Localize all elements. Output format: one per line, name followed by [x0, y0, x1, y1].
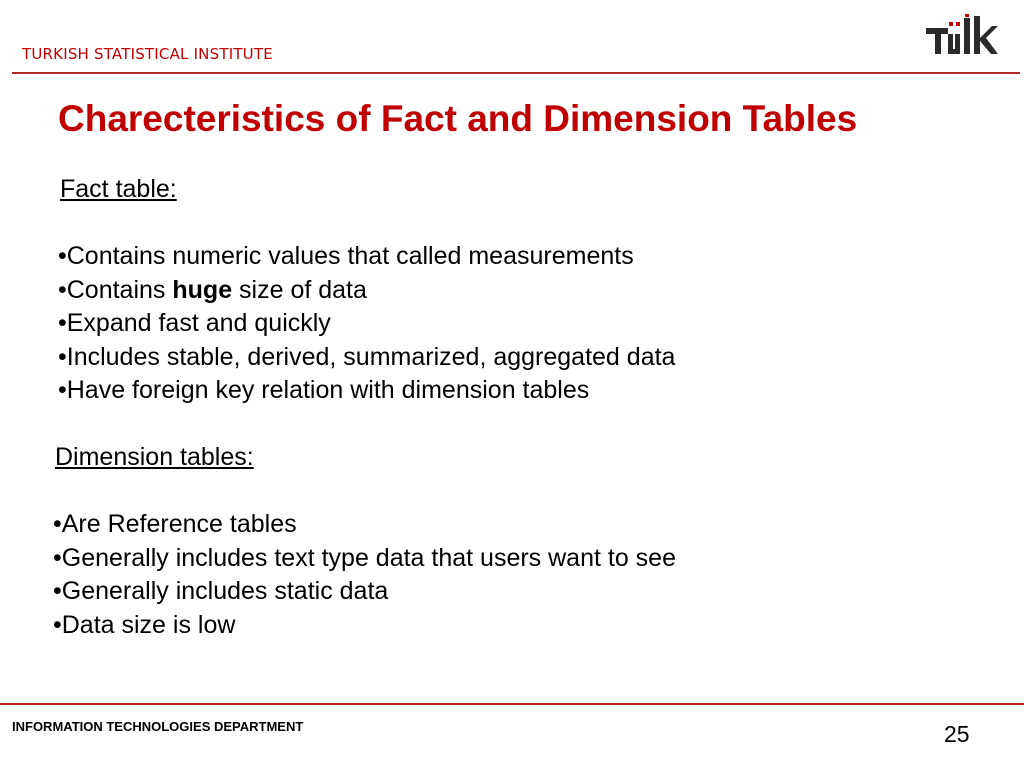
bullet-text: •Contains [58, 275, 173, 304]
tuik-logo-icon [926, 14, 998, 56]
dimension-tables-heading: Dimension tables: [55, 443, 254, 471]
list-item: •Are Reference tables [53, 510, 297, 538]
fact-table-heading: Fact table: [60, 175, 177, 203]
footer-divider [0, 703, 1024, 705]
department-name: INFORMATION TECHNOLOGIES DEPARTMENT [12, 719, 304, 734]
list-item: •Have foreign key relation with dimension tables [58, 376, 590, 405]
list-item: •Expand fast and quickly [58, 309, 331, 338]
fact-table-bullet-list [58, 240, 675, 408]
page-number: 25 [944, 721, 970, 747]
bullet-emphasis: huge [172, 275, 233, 304]
organization-name: TURKISH STATISTICAL INSTITUTE [22, 45, 273, 63]
list-item: •Data size is low [53, 610, 236, 639]
list-item: •Includes stable, derived, summarized, aggregated data [58, 342, 676, 371]
list-item: •Contains numeric values that called measurements [58, 242, 634, 270]
header-divider [12, 72, 1020, 74]
bullet-text: size of data [232, 275, 367, 304]
list-item: •Generally includes text type data that users want to see [53, 543, 676, 572]
slide-title: Charecteristics of Fact and Dimension Tables [58, 98, 858, 139]
list-item [58, 274, 675, 308]
dimension-tables-bullet-list [53, 508, 676, 642]
list-item: •Generally includes static data [53, 577, 389, 606]
